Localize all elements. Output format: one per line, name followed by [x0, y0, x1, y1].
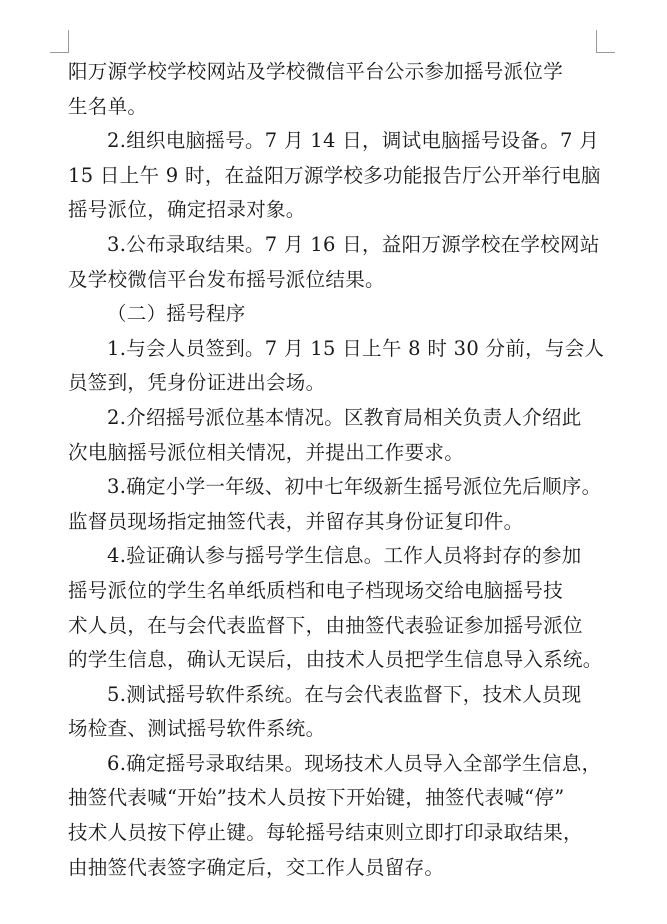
document-body [68, 55, 608, 885]
text-line: 抽签代表喊“开始”技术人员按下开始键，抽签代表喊“停” [68, 786, 565, 810]
text-line: 监督员现场指定抽签代表，并留存其身份证复印件。 [68, 509, 524, 533]
text-line: 3.确定小学一年级、初中七年级新生摇号派位先后顺序。 [107, 475, 602, 499]
text-line: 6.确定摇号录取结果。现场技术人员导入全部学生信息， [107, 751, 602, 775]
text-line: 及学校微信平台发布摇号派位结果。 [68, 267, 385, 291]
text-line: 4.验证确认参与摇号学生信息。工作人员将封存的参加 [107, 544, 582, 568]
text-line: 阳万源学校学校网站及学校微信平台公示参加摇号派位学 [68, 60, 564, 83]
text-line: 技术人员按下停止键。每轮摇号结束则立即打印录取结果， [68, 821, 583, 845]
text-line: 摇号派位的学生名单纸质档和电子档现场交给电脑摇号技 [68, 578, 564, 602]
text-line: 术人员，在与会代表监督下，由抽签代表验证参加摇号派位 [68, 613, 583, 637]
text-line: 2.组织电脑摇号。7 月 14 日，调试电脑摇号设备。7 月 [107, 129, 600, 153]
text-line: 由抽签代表签字确定后，交工作人员留存。 [68, 855, 445, 879]
section-heading: （二）摇号程序 [107, 302, 246, 326]
crop-mark-top-left [50, 30, 69, 53]
text-line: 摇号派位，确定招录对象。 [68, 198, 306, 222]
text-line: 5.测试摇号软件系统。在与会代表监督下，技术人员现 [107, 682, 582, 706]
text-line: 员签到，凭身份证进出会场。 [68, 371, 326, 395]
crop-mark-top-right [596, 30, 615, 53]
text-line: 的学生信息，确认无误后，由技术人员把学生信息导入系统。 [68, 648, 603, 672]
text-line: 15 日上午 9 时，在益阳万源学校多功能报告厅公开举行电脑 [68, 163, 601, 187]
text-line: 3.公布录取结果。7 月 16 日，益阳万源学校在学校网站 [107, 232, 600, 256]
text-line: 2.介绍摇号派位基本情况。区教育局相关负责人介绍此 [107, 405, 582, 429]
text-line: 1.与会人员签到。7 月 15 日上午 8 时 30 分前，与会人 [107, 336, 605, 360]
text-line: 生名单。 [68, 94, 148, 118]
text-line: 次电脑摇号派位相关情况，并提出工作要求。 [68, 440, 465, 464]
text-line: 场检查、测试摇号软件系统。 [68, 717, 326, 741]
